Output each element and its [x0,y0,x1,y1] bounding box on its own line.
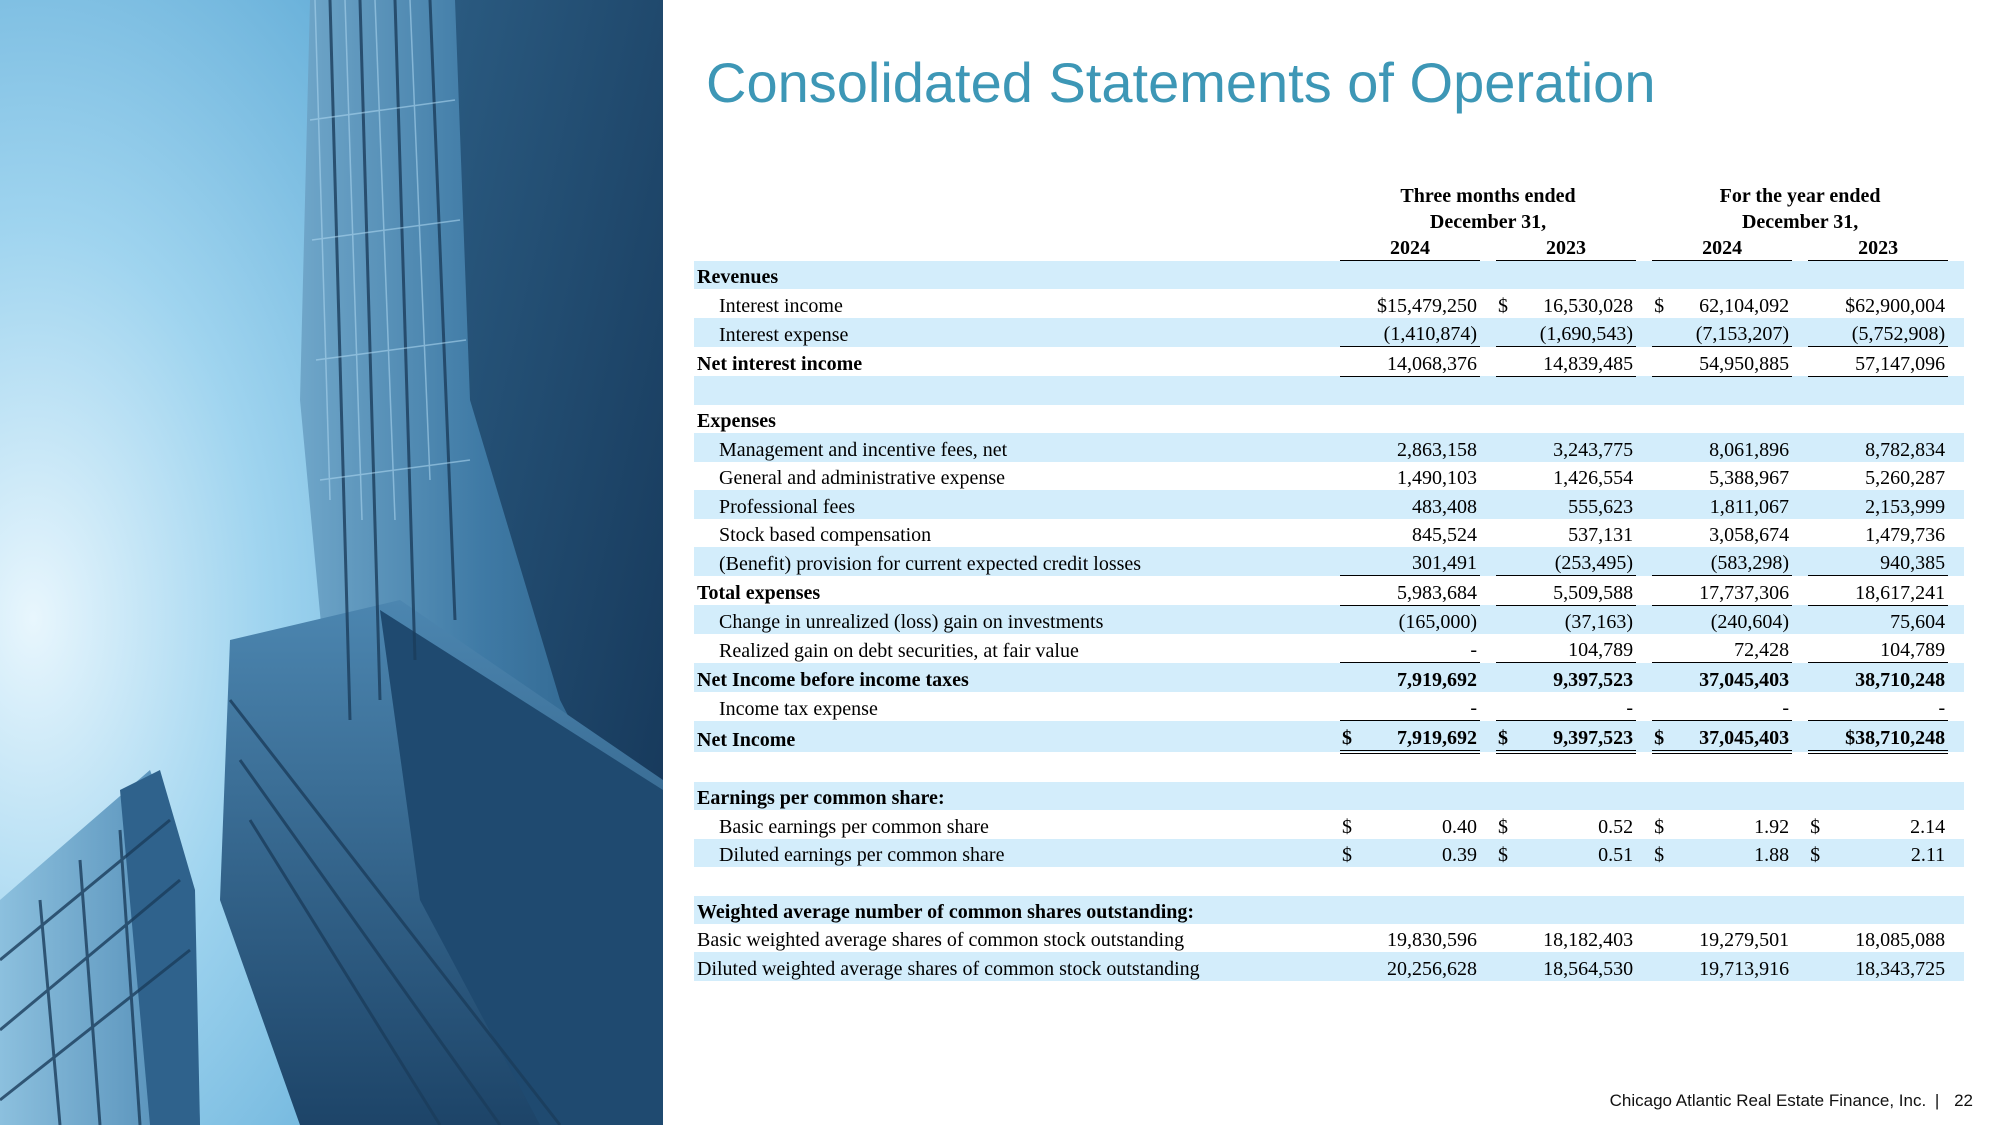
header-row-1 [694,182,1964,208]
section-expenses: Expenses [697,410,776,433]
row-professional-fees: Professional fees 483,408 555,623 1,811,067 2,153,999 [694,490,1964,518]
row-basic-eps: Basic earnings per common share $ 0.40 $ 0.52 $ 1.92 $ 2.14 [719,815,1946,838]
row-management-fees: Management and incentive fees, net 2,863,158 3,243,775 8,061,896 8,782,834 [694,433,1964,461]
spacer-row [694,376,1964,405]
row-stock-compensation: Stock based compensation 845,524 537,131 3,058,674 1,479,736 [719,523,1946,546]
footer-separator: | [1934,1091,1940,1110]
row-total-expenses: Total expenses 5,983,684 5,509,588 17,737,306 18,617,241 [694,576,1964,605]
spacer-row [694,752,1964,782]
statement-of-operations-table [694,182,1964,981]
year-col-1: 2024 [1340,234,1480,261]
company-name: Chicago Atlantic Real Estate Finance, Inc. [1609,1091,1927,1110]
section-eps: Earnings per common share: [694,782,1964,810]
row-net-interest-income: Net interest income 14,068,376 14,839,485 54,950,885 57,147,096 [694,347,1964,376]
row-pretax-income: Net Income before income taxes 7,919,692 9,397,523 37,045,403 38,710,248 [694,663,1964,692]
header-row-2 [694,208,1964,234]
row-unrealized-gain: Change in unrealized (loss) gain on investments (165,000) (37,163) (240,604) 75,604 [694,605,1964,634]
row-income-tax: Income tax expense - - - - [694,692,1964,721]
row-net-income: Net Income $ 7,919,692 $ 9,397,523 $ 37,045,403 $38,710,248 [694,721,1964,752]
year-col-3: 2024 [1652,234,1792,261]
year-col-2: 2023 [1496,234,1636,261]
header-years-row [694,234,1964,261]
section-weighted-average: Weighted average number of common shares outstanding: [694,896,1964,924]
row-credit-losses: (Benefit) provision for current expected credit losses 301,491 (253,495) (583,298) 940,385 [694,547,1964,576]
row-general-admin: General and administrative expense 1,490,103 1,426,554 5,388,967 5,260,287 [719,467,1946,490]
page-number: 22 [1954,1091,1973,1110]
skyscraper-illustration [0,0,663,1125]
year-date: December 31, [1741,211,1859,233]
three-months-date: December 31, [1429,211,1547,233]
row-realized-gain: Realized gain on debt securities, at fair value - 104,789 72,428 104,789 [694,634,1964,663]
row-interest-income: Interest income $15,479,250 $ 16,530,028 $ 62,104,092 $62,900,004 [719,294,1946,317]
footer [1610,1091,1973,1111]
row-interest-expense: Interest expense (1,410,874) (1,690,543) (7,153,207) (5,752,908) [694,318,1964,347]
hero-skyscraper-image [0,0,663,1125]
row-basic-shares: Basic weighted average shares of common stock outstanding 19,830,596 18,182,403 19,279,501 18,085,088 [697,929,1946,952]
row-diluted-shares: Diluted weighted average shares of common stock outstanding 20,256,628 18,564,530 19,713,916 18,343,725 [694,952,1964,980]
spacer-row [694,867,1964,895]
section-revenues: Revenues [694,261,1964,290]
year-col-4: 2023 [1808,234,1948,261]
page-title: Consolidated Statements of Operation [706,51,1656,114]
year-header: For the year ended [1719,185,1881,207]
row-diluted-eps: Diluted earnings per common share $ 0.39 $ 0.51 $ 1.88 $ 2.11 [694,839,1964,867]
three-months-header: Three months ended [1400,185,1576,207]
